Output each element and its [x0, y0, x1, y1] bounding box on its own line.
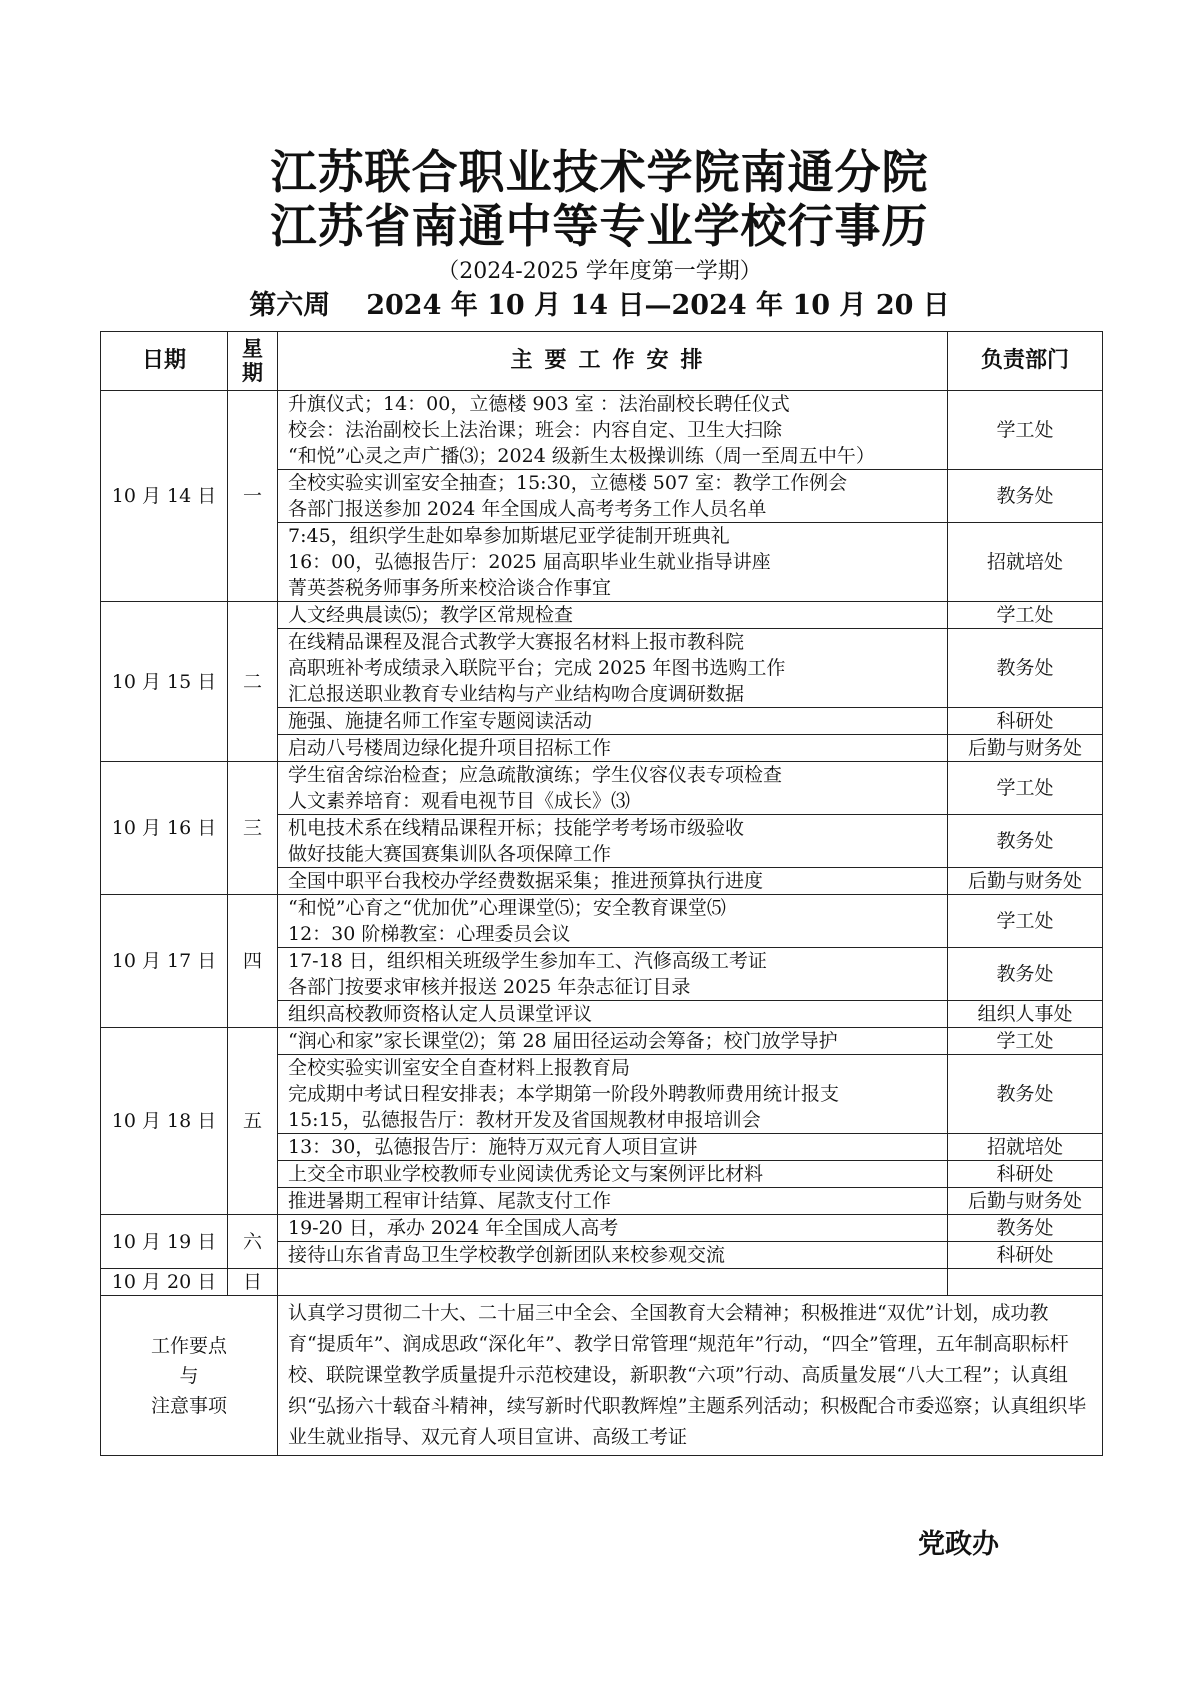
work-item: 升旗仪式；14：00，立德楼 903 室 ：法治副校长聘任仪式: [288, 393, 790, 415]
header-main-work: 主要工作安排: [278, 332, 948, 391]
work-items: [278, 391, 948, 470]
day-weekday: 二: [228, 602, 278, 762]
responsible-department: 组织人事处: [948, 1001, 1103, 1028]
day-weekday: 五: [228, 1028, 278, 1215]
schedule-table: [100, 331, 1103, 1456]
responsible-department: 教务处: [948, 629, 1103, 708]
work-items: [278, 1001, 948, 1028]
work-items: [278, 1161, 948, 1188]
day-date: 10 月 18 日: [101, 1028, 228, 1215]
work-item: 在线精品课程及混合式教学大赛报名材料上报市教科院: [288, 631, 745, 653]
responsible-department: 招就培处: [948, 1134, 1103, 1161]
work-item: 施强、施捷名师工作室专题阅读活动: [288, 710, 593, 732]
work-items: [278, 868, 948, 895]
responsible-department: 教务处: [948, 1215, 1103, 1242]
table-row: [101, 762, 1103, 815]
table-row: [101, 895, 1103, 948]
responsible-department: 教务处: [948, 1055, 1103, 1134]
responsible-department: 后勤与财务处: [948, 735, 1103, 762]
work-items: [278, 948, 948, 1001]
header-weekday-text: 星期: [242, 337, 263, 385]
day-date: 10 月 17 日: [101, 895, 228, 1028]
work-item: 17-18 日，组织相关班级学生参加车工、汽修高级工考证: [288, 950, 767, 972]
work-item: 12：30 阶梯教室：心理委员会议: [288, 923, 571, 945]
responsible-department: 科研处: [948, 708, 1103, 735]
responsible-department: [948, 1269, 1103, 1296]
work-item: “润心和家”家长课堂⑵；第 28 届田径运动会筹备；校门放学导护: [288, 1030, 838, 1052]
work-item: 16：00，弘德报告厅：2025 届高职毕业生就业指导讲座: [288, 551, 771, 573]
day-date: 10 月 19 日: [101, 1215, 228, 1269]
work-item: 做好技能大赛国赛集训队各项保障工作: [288, 843, 612, 865]
work-item: 启动八号楼周边绿化提升项目招标工作: [288, 737, 612, 759]
work-item: 7:45，组织学生赴如皋参加斯堪尼亚学徒制开班典礼: [288, 525, 730, 547]
work-item: 上交全市职业学校教师专业阅读优秀论文与案例评比材料: [288, 1163, 764, 1185]
work-item: 13：30，弘德报告厅：施特万双元育人项目宣讲: [288, 1136, 698, 1158]
work-item: 菁英荟税务师事务所来校洽谈合作事宜: [288, 577, 612, 599]
schedule-body: [101, 391, 1103, 1456]
work-item: 校会：法治副校长上法治课；班会：内容自定、卫生大扫除: [288, 419, 783, 441]
work-item: 全校实验实训室安全自查材料上报教育局: [288, 1057, 631, 1079]
work-item: 各部门报送参加 2024 年全国成人高考考务工作人员名单: [288, 498, 767, 520]
notes-row: [101, 1296, 1103, 1456]
work-item: [288, 1269, 937, 1295]
responsible-department: 学工处: [948, 762, 1103, 815]
work-items: [278, 1028, 948, 1055]
day-date: 10 月 14 日: [101, 391, 228, 602]
work-item: 组织高校教师资格认定人员课堂评议: [288, 1003, 593, 1025]
table-row: [101, 1028, 1103, 1055]
responsible-department: 学工处: [948, 602, 1103, 629]
work-item: 高职班补考成绩录入联院平台；完成 2025 年图书选购工作: [288, 657, 786, 679]
week-date-range: 2024 年 10 月 14 日—2024 年 10 月 20 日: [366, 290, 950, 321]
responsible-department: 后勤与财务处: [948, 868, 1103, 895]
work-items: [278, 470, 948, 523]
notes-label-line: 工作要点: [150, 1334, 227, 1357]
day-weekday: 日: [228, 1269, 278, 1296]
work-item: 人文素养培育：观看电视节目《成长》⑶: [288, 790, 631, 812]
work-item: 各部门按要求审核并报送 2025 年杂志征订目录: [288, 976, 691, 998]
work-item: 学生宿舍综治检查；应急疏散演练；学生仪容仪表专项检查: [288, 764, 783, 786]
table-row: [101, 1215, 1103, 1242]
responsible-department: 教务处: [948, 948, 1103, 1001]
work-items: [278, 708, 948, 735]
work-items: [278, 1242, 948, 1269]
document-title-line1: 江苏联合职业技术学院南通分院: [270, 145, 929, 199]
work-items: [278, 895, 948, 948]
day-weekday: 四: [228, 895, 278, 1028]
work-items: [278, 1215, 948, 1242]
signature-office: 党政办: [918, 1529, 999, 1560]
day-date: 10 月 15 日: [101, 602, 228, 762]
work-items: [278, 815, 948, 868]
responsible-department: 教务处: [948, 815, 1103, 868]
work-item: 15:15，弘德报告厅：教材开发及省国规教材申报培训会: [288, 1109, 761, 1131]
work-items: [278, 1188, 948, 1215]
work-items: [278, 1134, 948, 1161]
week-label: 第六周: [249, 290, 331, 321]
table-row: [101, 391, 1103, 470]
day-weekday: 一: [228, 391, 278, 602]
day-weekday: 六: [228, 1215, 278, 1269]
work-item: “和悦”心灵之声广播⑶；2024 级新生太极操训练（周一至周五中午）: [288, 445, 875, 467]
responsible-department: 科研处: [948, 1161, 1103, 1188]
work-item: 推进暑期工程审计结算、尾款支付工作: [288, 1190, 612, 1212]
header-department: 负责部门: [948, 332, 1103, 391]
work-item: 19-20 日，承办 2024 年全国成人高考: [288, 1217, 619, 1239]
work-items: [278, 762, 948, 815]
work-item: 全校实验实训室安全抽查；15:30，立德楼 507 室：教学工作例会: [288, 472, 848, 494]
work-item: 汇总报送职业教育专业结构与产业结构吻合度调研数据: [288, 683, 745, 705]
work-items: [278, 1269, 948, 1296]
work-item: “和悦”心育之“优加优”心理课堂⑸；安全教育课堂⑸: [288, 897, 726, 919]
day-date: 10 月 20 日: [101, 1269, 228, 1296]
day-date: 10 月 16 日: [101, 762, 228, 895]
table-row: [101, 602, 1103, 629]
work-item: 全国中职平台我校办学经费数据采集；推进预算执行进度: [288, 870, 764, 892]
work-item: 完成期中考试日程安排表；本学期第一阶段外聘教师费用统计报支: [288, 1083, 840, 1105]
work-items: [278, 735, 948, 762]
work-items: [278, 1055, 948, 1134]
work-item: 接待山东省青岛卫生学校教学创新团队来校参观交流: [288, 1244, 726, 1266]
work-items: [278, 602, 948, 629]
week-heading: [0, 283, 1199, 322]
responsible-department: 教务处: [948, 470, 1103, 523]
notes-label: [101, 1296, 278, 1456]
work-item: 人文经典晨读⑸；教学区常规检查: [288, 604, 574, 626]
responsible-department: 学工处: [948, 895, 1103, 948]
document-title-line2: 江苏省南通中等专业学校行事历: [270, 199, 929, 253]
work-items: [278, 629, 948, 708]
semester-subtitle: （2024-2025 学年度第一学期）: [437, 259, 762, 284]
responsible-department: 后勤与财务处: [948, 1188, 1103, 1215]
work-items: [278, 523, 948, 602]
notes-label-line: 与: [179, 1364, 199, 1387]
responsible-department: 科研处: [948, 1242, 1103, 1269]
responsible-department: 学工处: [948, 1028, 1103, 1055]
table-row: [101, 1269, 1103, 1296]
notes-label-line: 注意事项: [150, 1394, 227, 1417]
responsible-department: 学工处: [948, 391, 1103, 470]
header-weekday: [228, 332, 278, 391]
work-item: 机电技术系在线精品课程开标；技能学考考场市级验收: [288, 817, 745, 839]
table-header-row: [101, 332, 1103, 391]
day-weekday: 三: [228, 762, 278, 895]
responsible-department: 招就培处: [948, 523, 1103, 602]
notes-content: 认真学习贯彻二十大、二十届三中全会、全国教育大会精神；积极推进“双优”计划，成功教育“提质年”、润成思政“深化年”、教学日常管理“规范年”行动，“四全”管理，五年制高职标杆校、联院课堂教学质量提升示范校建设，新职教“六项”行动、高质量发展“八大工程”；认真组织“弘扬六十载奋斗精神，续写新时代职教辉煌”主题系列活动；积极配合市委巡察；认真组织毕业生就业指导、双元育人项目宣讲、高级工考证: [278, 1296, 1103, 1456]
header-date: 日期: [101, 332, 228, 391]
